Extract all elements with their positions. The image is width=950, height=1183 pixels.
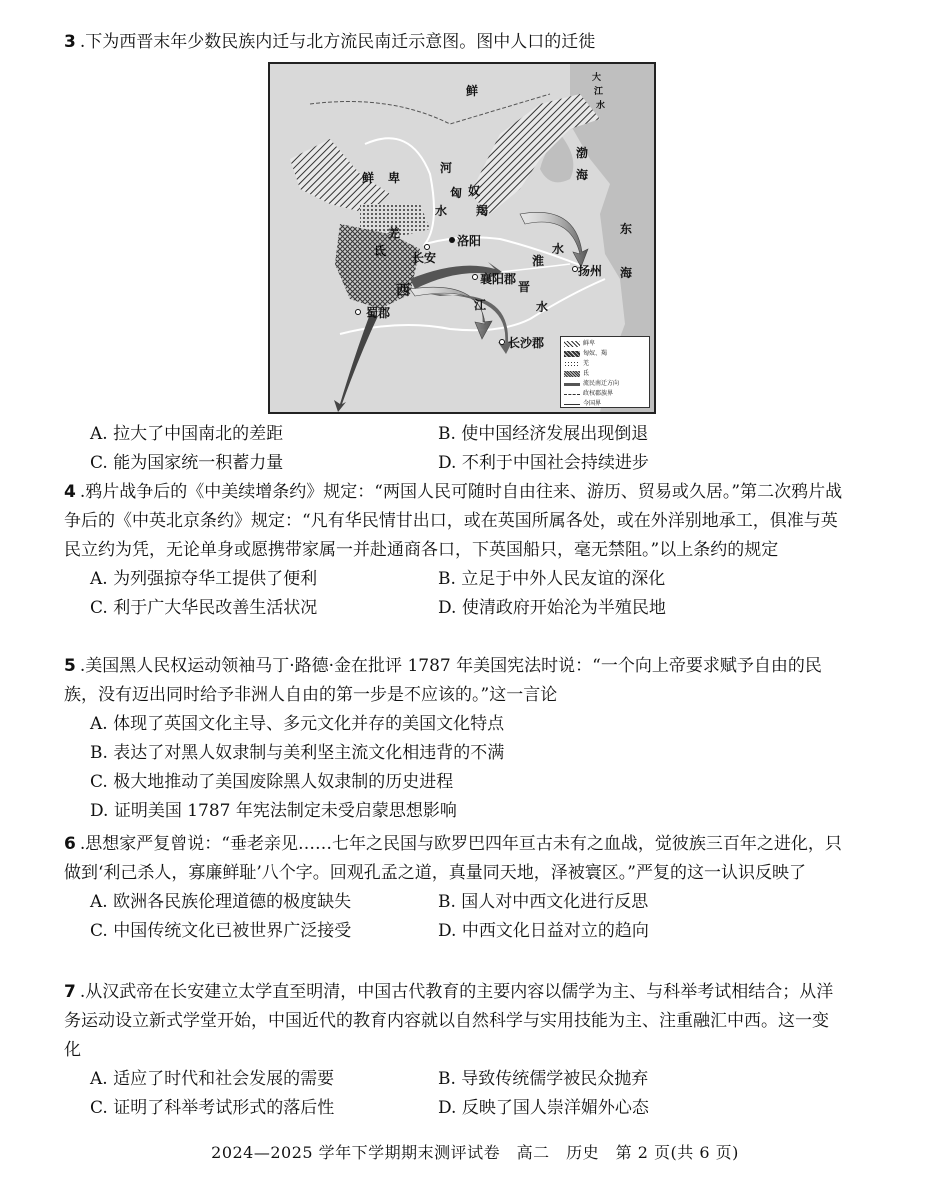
option-c[interactable]: C. 利于广大华民改善生活状况 bbox=[90, 598, 318, 618]
map-label: 水 bbox=[536, 300, 549, 314]
map-legend bbox=[560, 336, 650, 408]
question-stem: .鸦片战争后的《中美续增条约》规定：“两国人民可随时自由往来、游历、贸易或久居。”第二次鸦片战争后的《中英北京条约》规定：“凡有华民情甘出口，或在英国所属各处，或在外洋别地承工，俱准与英民立约为凭，无论单身或愿携带家属一并赴通商各口，下英国船只，毫无禁阻。”以上条约的规定 bbox=[64, 482, 843, 560]
map-label: 鲜 bbox=[362, 171, 375, 185]
option-b[interactable]: B. 国人对中西文化进行反思 bbox=[438, 892, 649, 912]
option-b[interactable]: B. 导致传统儒学被民众抛弃 bbox=[438, 1069, 649, 1089]
option-d[interactable]: D. 中西文化日益对立的趋向 bbox=[438, 921, 649, 941]
question-7 bbox=[64, 978, 844, 1123]
option-d[interactable]: D. 使清政府开始沦为半殖民地 bbox=[438, 598, 666, 618]
option-b[interactable]: B. 使中国经济发展出现倒退 bbox=[438, 424, 649, 444]
question-stem: .美国黑人民权运动领袖马丁·路德·金在批评 1787 年美国宪法时说：“一个向上帝要求赋予自由的民族，没有迈出同时给予非洲人自由的第一步是不应该的。”这一言论 bbox=[64, 656, 822, 705]
legend-item: 流民南迁方向 bbox=[564, 379, 646, 389]
map-label: 氐 bbox=[374, 244, 387, 258]
map-label: 长沙郡 bbox=[508, 336, 545, 350]
map-label: 江 bbox=[474, 298, 487, 312]
legend-item: 氐 bbox=[564, 369, 646, 379]
option-d[interactable]: D. 证明美国 1787 年宪法制定未受启蒙思想影响 bbox=[90, 801, 457, 821]
legend-item: 今国界 bbox=[564, 399, 646, 409]
boundary-line bbox=[310, 94, 550, 124]
map-label: 羯 bbox=[476, 204, 489, 218]
question-3-options bbox=[64, 420, 844, 478]
map-label: 海 bbox=[576, 168, 589, 182]
option-a[interactable]: A. 体现了英国文化主导、多元文化并存的美国文化特点 bbox=[90, 714, 505, 734]
question-number: 4 bbox=[64, 482, 76, 502]
option-a[interactable]: A. 为列强掠夺华工提供了便利 bbox=[90, 569, 318, 589]
option-c[interactable]: C. 中国传统文化已被世界广泛接受 bbox=[90, 921, 352, 941]
migration-arrow-southwest bbox=[334, 314, 378, 412]
question-stem: .从汉武帝在长安建立太学直至明清，中国古代教育的主要内容以儒学为主、与科举考试相结合；从洋务运动设立新式学堂开始，中国近代的教育内容就以自然科学与实用技能为主、注重融汇中西。这一变化 bbox=[64, 982, 834, 1060]
changsha-dot bbox=[500, 340, 505, 345]
option-a[interactable]: A. 适应了时代和社会发展的需要 bbox=[90, 1069, 335, 1089]
yangzhou-dot bbox=[573, 267, 578, 272]
question-6 bbox=[64, 830, 844, 946]
question-number: 3 bbox=[64, 32, 76, 52]
map-label: 江 bbox=[594, 87, 604, 97]
map-label: 晋 bbox=[518, 280, 531, 294]
xiangyang-dot bbox=[473, 275, 478, 280]
option-c[interactable]: C. 能为国家统一积蓄力量 bbox=[90, 453, 284, 473]
question-5 bbox=[64, 652, 844, 826]
map-label: 襄阳郡 bbox=[480, 272, 517, 286]
map-label: 海 bbox=[620, 266, 633, 280]
map-label: 水 bbox=[552, 242, 565, 256]
map-label: 匈 bbox=[450, 186, 463, 200]
question-stem: .下为西晋末年少数民族内迁与北方流民南迁示意图。图中人口的迁徙 bbox=[79, 32, 596, 52]
map-label: 羌 bbox=[388, 226, 401, 240]
map-label: 河 bbox=[440, 161, 453, 175]
map-label: 水 bbox=[596, 101, 606, 111]
option-a[interactable]: A. 拉大了中国南北的差距 bbox=[90, 424, 284, 444]
map-label: 东 bbox=[620, 222, 633, 236]
page-footer: 2024—2025 学年下学期期末测评试卷 高二 历史 第 2 页(共 6 页) bbox=[211, 1143, 739, 1162]
legend-item: 羌 bbox=[564, 359, 646, 369]
question-number: 5 bbox=[64, 656, 76, 676]
question-3 bbox=[64, 28, 844, 57]
shujun-dot bbox=[356, 310, 361, 315]
question-number: 7 bbox=[64, 982, 76, 1002]
question-stem: .思想家严复曾说：“垂老亲见……七年之民国与欧罗巴四年亘古未有之血战，觉彼族三百年之进化，只做到‘利己杀人，寡廉鲜耻’八个字。回观孔孟之道，真量同天地，泽被寰区。”严复的这一认识反映了 bbox=[64, 834, 842, 883]
option-c[interactable]: C. 极大地推动了美国废除黑人奴隶制的历史进程 bbox=[90, 772, 454, 792]
map-label: 奴 bbox=[468, 184, 481, 198]
question-4 bbox=[64, 478, 844, 623]
option-d[interactable]: D. 不利于中国社会持续进步 bbox=[438, 453, 649, 473]
map-label: 水 bbox=[435, 204, 448, 218]
option-b[interactable]: B. 立足于中外人民友谊的深化 bbox=[438, 569, 666, 589]
luoyang-dot bbox=[449, 237, 455, 243]
migration-arrow-changsha bbox=[430, 294, 513, 354]
legend-item: 鲜卑 bbox=[564, 339, 646, 349]
map-label: 卑 bbox=[388, 171, 401, 185]
question-number: 6 bbox=[64, 834, 76, 854]
map-label: 鲜 bbox=[466, 84, 479, 98]
map-label: 渤 bbox=[576, 146, 589, 160]
map-label: 淮 bbox=[532, 254, 545, 268]
migration-map bbox=[268, 62, 656, 414]
option-c[interactable]: C. 证明了科举考试形式的落后性 bbox=[90, 1098, 335, 1118]
map-label: 扬州 bbox=[578, 264, 603, 278]
migration-arrow-south bbox=[410, 287, 492, 339]
map-label: 西 bbox=[396, 283, 410, 299]
map-label: 蜀郡 bbox=[366, 306, 391, 320]
map-label: 长安 bbox=[412, 251, 437, 265]
option-d[interactable]: D. 反映了国人崇洋媚外心态 bbox=[438, 1098, 649, 1118]
xianbei-west-region bbox=[290, 139, 390, 214]
map-label: 大 bbox=[592, 73, 602, 83]
option-b[interactable]: B. 表达了对黑人奴隶制与美利坚主流文化相违背的不满 bbox=[90, 743, 505, 763]
map-label: 洛阳 bbox=[457, 234, 482, 248]
legend-item: 匈奴、羯 bbox=[564, 349, 646, 359]
option-a[interactable]: A. 欧洲各民族伦理道德的极度缺失 bbox=[90, 892, 352, 912]
legend-item: 政权郡族界 bbox=[564, 389, 646, 399]
